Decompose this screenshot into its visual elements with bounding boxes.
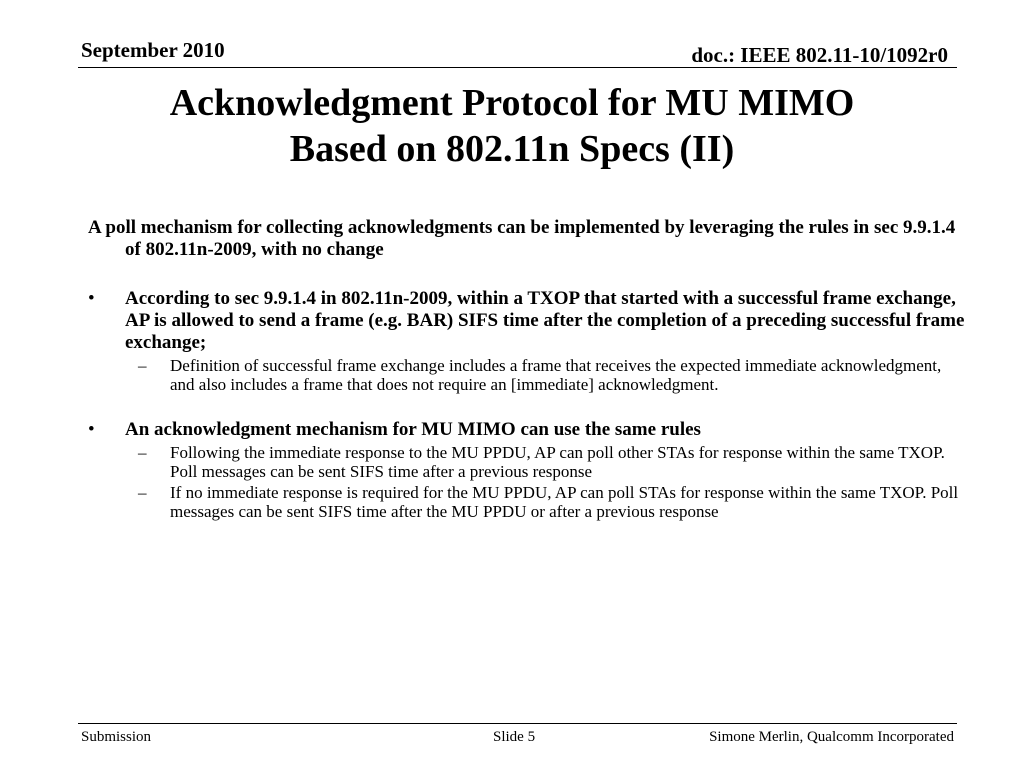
- bullet-text: According to sec 9.9.1.4 in 802.11n-2009, within a TXOP that started with a successful frame exchange, AP is allowed to send a frame (e.g. BAR) SIFS time after the completion of a preceding successful frame exchange;: [125, 288, 965, 353]
- sub-bullet-item: [88, 443, 968, 481]
- bullet-text: An acknowledgment mechanism for MU MIMO can use the same rules: [125, 419, 701, 440]
- slide-body: [88, 217, 968, 521]
- slide-title-line-1: Acknowledgment Protocol for MU MIMO: [169, 82, 855, 124]
- header-date: September 2010: [81, 38, 225, 62]
- footer-divider: [78, 723, 957, 724]
- sub-bullet-text: Following the immediate response to the MU PPDU, AP can poll other STAs for response within the same TXOP. Poll messages can be sent SIFS time after a previous response: [170, 443, 945, 481]
- header-doc-id: doc.: IEEE 802.11-10/1092r0: [691, 43, 948, 67]
- lead-paragraph: A poll mechanism for collecting acknowledgments can be implemented by leveraging the rules in sec 9.9.1.4 of 802.11n-2009, with no change: [88, 217, 956, 260]
- slide-title: [0, 80, 1024, 172]
- sub-bullet-item: [88, 483, 968, 521]
- slide-title-line-2: Based on 802.11n Specs (II): [289, 128, 735, 170]
- sub-bullet-item: [88, 356, 968, 394]
- dash-icon: –: [138, 483, 147, 502]
- footer-slide-number: Slide 5: [493, 729, 536, 745]
- dash-icon: –: [138, 443, 147, 462]
- sub-bullet-text: If no immediate response is required for the MU PPDU, AP can poll STAs for response within the same TXOP. Poll messages can be sent SIFS time after the MU PPDU or after a previous response: [170, 483, 959, 521]
- sub-bullet-text: Definition of successful frame exchange includes a frame that receives the expected immediate acknowledgment, and also includes a frame that does not require an [immediate] acknowledgment.: [170, 356, 942, 394]
- footer-submission: Submission: [81, 729, 152, 745]
- bullet-icon: •: [88, 419, 95, 440]
- dash-icon: –: [138, 356, 147, 375]
- bullet-item: [88, 288, 968, 354]
- header-divider: [78, 67, 957, 68]
- bullet-icon: •: [88, 288, 95, 309]
- footer-author: Simone Merlin, Qualcomm Incorporated: [709, 729, 954, 745]
- bullet-item: [88, 419, 968, 441]
